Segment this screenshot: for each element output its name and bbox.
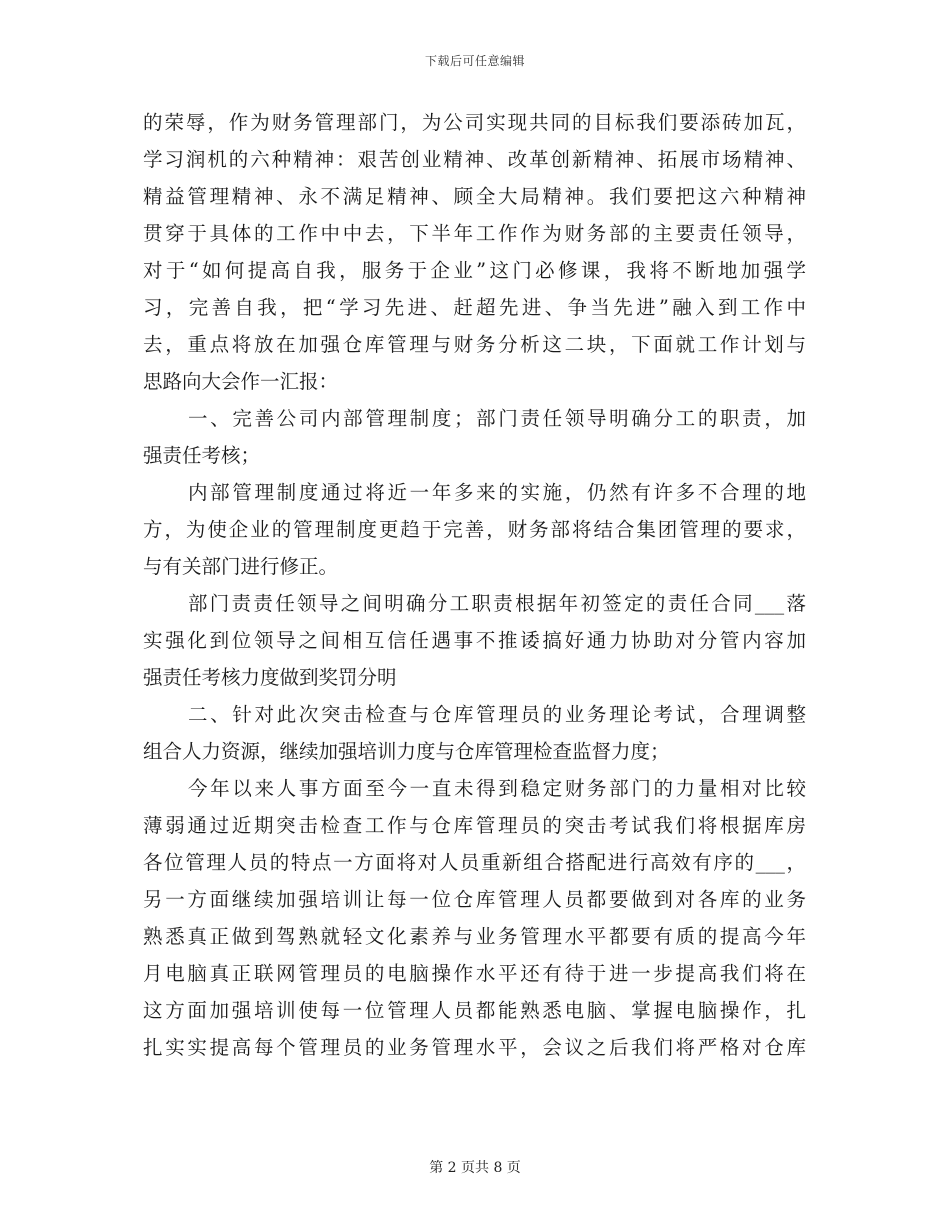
- text-line: 学习润机的六种精神：艰苦创业精神、改革创新精神、拓展市场精神、: [143, 148, 806, 171]
- text-line: 方，为使企业的管理制度更趋于完善，财务部将结合集团管理的要求，: [143, 518, 806, 541]
- text-line: 去，重点将放在加强仓库管理与财务分析这二块，下面就工作计划与: [143, 333, 806, 356]
- text-line: 精益管理精神、永不满足精神、顾全大局精神。我们要把这六种精神: [143, 185, 806, 208]
- text-line: 月电脑真正联网管理员的电脑操作水平还有待于进一步提高我们将在: [143, 962, 806, 985]
- text-line: 扎实实提高每个管理员的业务管理水平，会议之后我们将严格对仓库: [143, 1036, 806, 1059]
- paragraph: [143, 104, 806, 400]
- text-line: 部门责责任领导之间明确分工职责根据年初签定的责任合同___落: [188, 592, 806, 615]
- text-line: 与有关部门进行修正。: [143, 555, 339, 578]
- text-line: 组合人力资源，继续加强培训力度与仓库管理检查监督力度；: [143, 740, 670, 763]
- text-line: 贯穿于具体的工作中中去，下半年工作作为财务部的主要责任领导，: [143, 222, 806, 245]
- text-line: 另一方面继续加强培训让每一位仓库管理人员都要做到对各库的业务: [143, 888, 806, 911]
- text-line: 各位管理人员的特点一方面将对人员重新组合搭配进行高效有序的___，: [143, 851, 806, 874]
- text-line: 强责任考核力度做到奖罚分明: [143, 666, 397, 689]
- text-line: 今年以来人事方面至今一直未得到稳定财务部门的力量相对比较: [188, 777, 806, 800]
- document-body: [143, 104, 806, 1066]
- page-header: 下载后可任意编辑: [424, 54, 525, 68]
- text-line: 的荣辱，作为财务管理部门，为公司实现共同的目标我们要添砖加瓦，: [143, 111, 806, 134]
- text-line: 实强化到位领导之间相互信任遇事不推诿搞好通力协助对分管内容加: [143, 629, 806, 652]
- text-line: 一、完善公司内部管理制度；部门责任领导明确分工的职责，加: [188, 407, 806, 430]
- paragraph: [143, 474, 806, 585]
- page-footer: 第 2 页共 8 页: [429, 1160, 521, 1176]
- text-line: 薄弱通过近期突击检查工作与仓库管理员的突击考试我们将根据库房: [143, 814, 806, 837]
- text-line: 这方面加强培训使每一位管理人员都能熟悉电脑、掌握电脑操作，扎: [143, 999, 806, 1022]
- text-line: 二、针对此次突击检查与仓库管理员的业务理论考试，合理调整: [188, 703, 806, 726]
- paragraph: [143, 585, 806, 696]
- text-line: 对于“如何提高自我，服务于企业”这门必修课，我将不断地加强学: [143, 259, 806, 282]
- text-line: 强责任考核；: [143, 444, 261, 467]
- text-line: 熟悉真正做到驾熟就轻文化素养与业务管理水平都要有质的提高今年: [143, 925, 806, 948]
- text-line: 思路向大会作一汇报：: [143, 370, 339, 393]
- paragraph: [143, 696, 806, 770]
- text-line: 内部管理制度通过将近一年多来的实施，仍然有许多不合理的地: [188, 481, 806, 504]
- paragraph: [143, 770, 806, 1066]
- text-line: 习，完善自我，把“学习先进、赶超先进、争当先进”融入到工作中: [143, 296, 806, 319]
- paragraph: [143, 400, 806, 474]
